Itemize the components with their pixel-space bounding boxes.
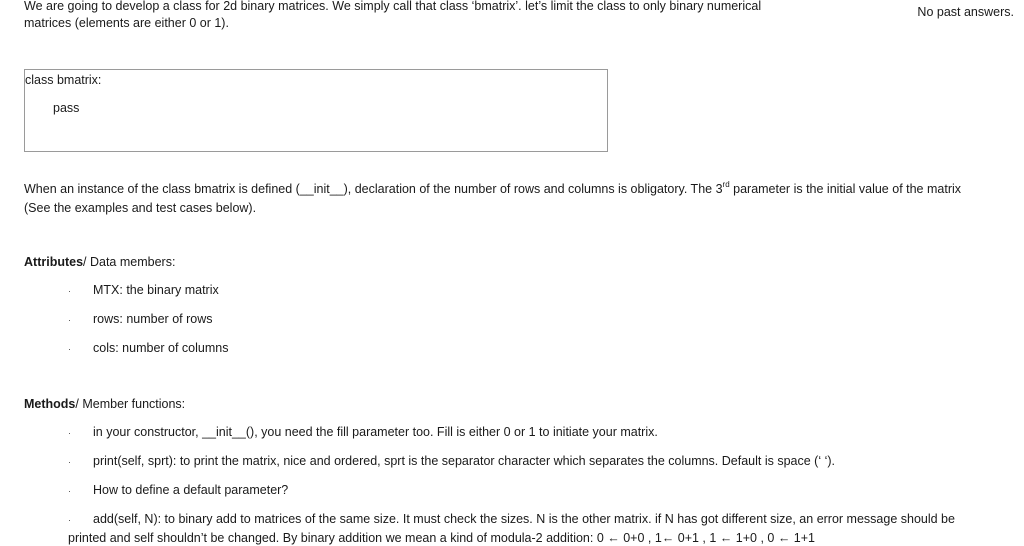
bullet-icon: · (68, 344, 71, 354)
attributes-heading-rest: / Data members: (83, 255, 176, 269)
code-block (24, 69, 608, 152)
methods-heading (24, 397, 185, 411)
code-pass-line: pass (53, 101, 80, 115)
method-item: How to define a default parameter? (93, 483, 289, 497)
bullet-icon: · (68, 315, 71, 325)
method-item: print(self, sprt): to print the matrix, nice and ordered, sprt is the separator character which separates the columns. Default is space (‘ ‘). (93, 454, 835, 468)
init-description-text-end: parameter is the initial value of the matrix (729, 182, 962, 196)
past-answers-status: No past answers. (917, 5, 1014, 19)
init-description-line-1 (24, 182, 961, 196)
intro-line-2: matrices (elements are either 0 or 1). (24, 16, 229, 30)
methods-heading-bold: Methods (24, 397, 76, 411)
bullet-icon: · (68, 515, 71, 525)
attribute-item: cols: number of columns (93, 341, 229, 355)
ordinal-suffix: rd (722, 180, 730, 189)
init-description-line-2: (See the examples and test cases below). (24, 201, 257, 215)
intro-line-1: We are going to develop a class for 2d binary matrices. We simply call that class ‘bmatrix’. let’s limit the class to only binary numerical (24, 0, 762, 13)
bullet-icon: · (68, 486, 71, 496)
attributes-heading-bold: Attributes (24, 255, 84, 269)
bullet-icon: · (68, 457, 71, 467)
init-description-text: When an instance of the class bmatrix is defined (__init__), declaration of the number of rows and columns is obligatory. The 3 (24, 182, 723, 196)
method-item-continuation: printed and self shouldn’t be changed. By binary addition we mean a kind of modula-2 addition: 0 ← 0+0 , 1← 0+1 , 1 ← 1+0 , 0 ← 1+1 (68, 531, 816, 545)
method-item: add(self, N): to binary add to matrices of the same size. It must check the sizes. N is the other matrix. if N has got different size, an error message should be (93, 512, 955, 526)
method-item: in your constructor, __init__(), you need the fill parameter too. Fill is either 0 or 1 to initiate your matrix. (93, 425, 658, 439)
attributes-heading (24, 255, 175, 269)
code-class-line: class bmatrix: (25, 73, 102, 87)
attribute-item: MTX: the binary matrix (93, 283, 219, 297)
attribute-item: rows: number of rows (93, 312, 213, 326)
methods-heading-rest: / Member functions: (75, 397, 186, 411)
bullet-icon: · (68, 428, 71, 438)
bullet-icon: · (68, 286, 71, 296)
